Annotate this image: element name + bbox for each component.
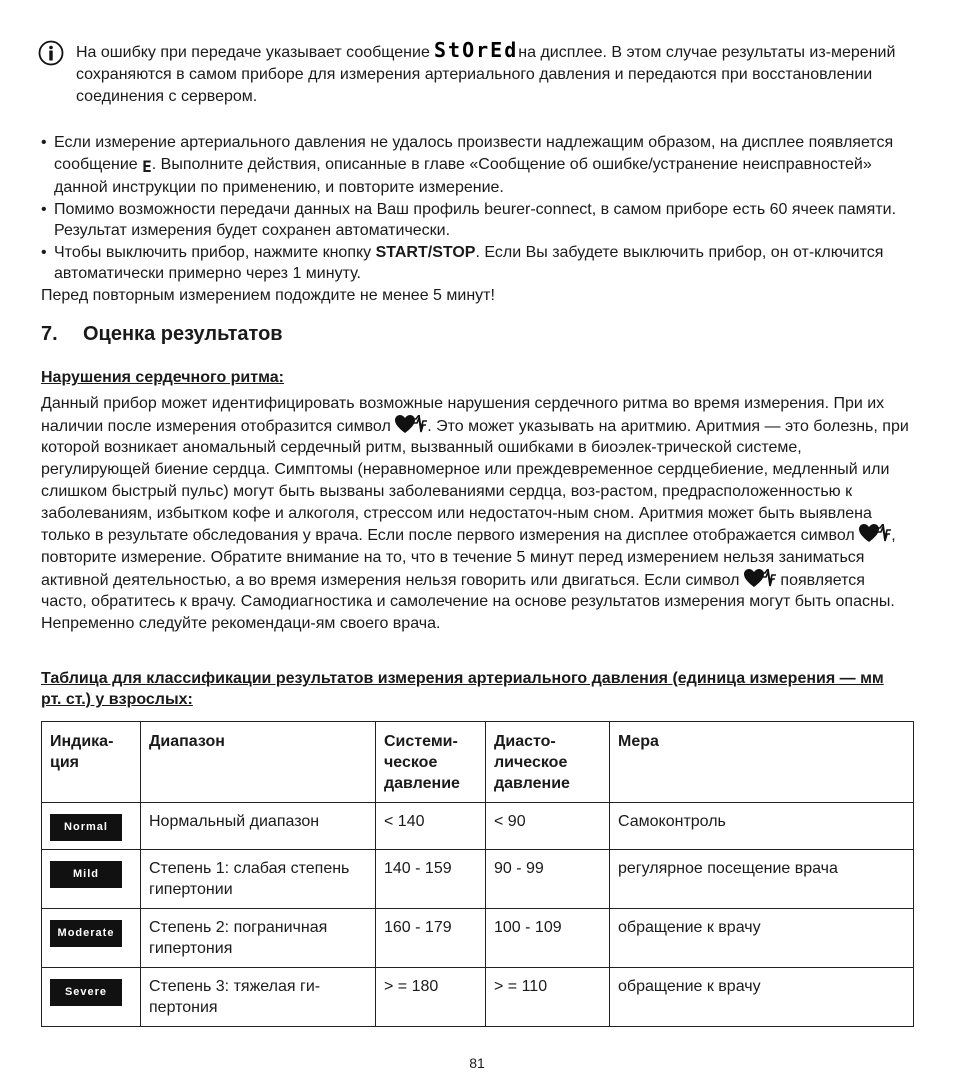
diastolic-cell: 100 - 109 (486, 909, 610, 968)
bullet2-text: Помимо возможности передачи данных на Ваш профиль beurer-connect, в самом приборе есть 60 ячеек памяти. Результат измерения будет сохранен автоматически. (54, 200, 897, 239)
wait-notice: Перед повторным измерением подождите не менее 5 минут! (41, 286, 495, 304)
start-stop-label: START/STOP (375, 243, 476, 261)
table-row (42, 968, 914, 1027)
table-row (42, 803, 914, 850)
indication-badge: Moderate (50, 920, 122, 947)
header-measure: Мера (610, 722, 914, 803)
stored-code-text: StOrEd (434, 40, 519, 60)
systolic-cell: 160 - 179 (376, 909, 486, 968)
instruction-list (41, 132, 921, 306)
measure-cell: обращение к врачу (610, 909, 914, 968)
table-row (42, 850, 914, 909)
systolic-cell: < 140 (376, 803, 486, 850)
table-header-row (42, 722, 914, 803)
list-item (41, 199, 921, 242)
diastolic-cell: > = 110 (486, 968, 610, 1027)
arrhythmia-text-2: . Это может указывать на аритмию. Аритмия — это болезнь, при которой возникает аномальный сердечный ритм, вызванный ошибками в биоэлек-трической системе, регулирующей биение сердца. Симптомы (неравномерное или преждевременное сердцебиение, медленный или слишком быстрый пульс) могут быть вызваны заболеваниями сердца, воз-растом, предрасположенностью к заболеваниям, избытком кофе и алкоголя, стрессом или недостаточ-ным сном. Аритмия может быть выявлена только в результате обследования у врача. Если после первого измерения на дисплее отображается символ (41, 417, 909, 545)
bullet3-text-b: . Если Вы забудете выключить прибор, он от-ключится автоматически примерно через 1 минуту. (54, 243, 884, 282)
table-row (42, 909, 914, 968)
header-range: Диапазон (141, 722, 376, 803)
range-cell: Степень 2: пограничная гипертония (141, 909, 376, 968)
measure-cell: Самоконтроль (610, 803, 914, 850)
arrhythmia-paragraph (41, 393, 913, 635)
systolic-cell: > = 180 (376, 968, 486, 1027)
section-heading (41, 323, 283, 346)
stored-display-code (434, 40, 518, 60)
note-text-before: На ошибку при передаче указывает сообщение (76, 44, 435, 61)
header-systolic: Системи-ческое давление (376, 722, 486, 803)
error-code-e: E (142, 156, 152, 176)
page-number: 81 (469, 1055, 485, 1071)
arrhythmia-text-3: , повторите измерение. Обратите внимание на то, что в течение 5 минут перед измерением нельзя заниматься активной деятельностью, а во время измерения нельзя говорить или двигаться. Если символ (41, 527, 896, 589)
range-cell: Степень 3: тяжелая ги-пертония (141, 968, 376, 1027)
measure-cell: обращение к врачу (610, 968, 914, 1027)
header-indication: Индика-ция (42, 722, 141, 803)
indication-badge: Mild (50, 861, 122, 888)
diastolic-cell: < 90 (486, 803, 610, 850)
list-item (41, 132, 921, 199)
table-heading: Таблица для классификации результатов измерения артериального давления (единица измерения — мм рт. ст.) у взрослых: (41, 670, 884, 708)
arrhythmia-heading: Нарушения сердечного ритма: (41, 369, 284, 386)
range-cell: Степень 1: слабая степень гипертонии (141, 850, 376, 909)
indication-badge: Normal (50, 814, 122, 841)
range-cell: Нормальный диапазон (141, 803, 376, 850)
arrhythmia-heart-icon (395, 415, 427, 435)
bullet1-text-b: . Выполните действия, описанные в главе «Сообщение об ошибке/устранение неисправностей» данной инструкции по применению, и повторите измерение. (54, 155, 872, 196)
bullet3-text-a: Чтобы выключить прибор, нажмите кнопку (54, 243, 376, 261)
diastolic-cell: 90 - 99 (486, 850, 610, 909)
info-note (38, 40, 918, 108)
section-number: 7. (41, 323, 58, 345)
info-circle-icon (38, 40, 64, 66)
list-item (41, 242, 921, 285)
arrhythmia-text-1: Данный прибор может идентифицировать возможные нарушения сердечного ритма во время измерения. При их наличии после измерения отобразится символ (41, 395, 885, 435)
section-title: Оценка результатов (83, 323, 283, 345)
arrhythmia-heart-icon (744, 569, 776, 589)
systolic-cell: 140 - 159 (376, 850, 486, 909)
classification-table (41, 721, 914, 1027)
bullet1-text-a: Если измерение артериального давления не удалось произвести надлежащим образом, на дисплее появляется сообщение (54, 134, 894, 173)
arrhythmia-heart-icon (859, 524, 891, 544)
measure-cell: регулярное посещение врача (610, 850, 914, 909)
arrhythmia-text-4: появляется часто, обратитесь к врачу. Самодиагностика и самолечение на основе результатов измерения могут быть опасны. Непременно следуйте рекомендаци-ям своего врача. (41, 571, 895, 633)
note-text-after: на дисплее. В этом случае результаты из-мерений сохраняются в самом приборе для измерения артериального давления и передаются при восстановлении соединения с сервером. (76, 44, 896, 105)
header-diastolic: Диасто-лическое давление (486, 722, 610, 803)
indication-badge: Severe (50, 979, 122, 1006)
